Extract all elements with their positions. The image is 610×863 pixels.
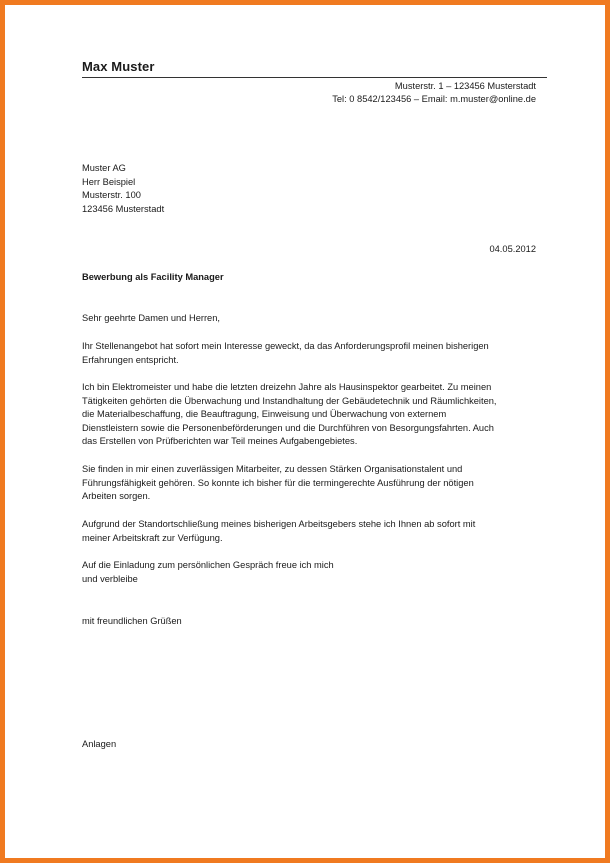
- paragraph-line: meiner Arbeitskraft zur Verfügung.: [82, 532, 223, 543]
- sender-name: Max Muster: [82, 59, 155, 74]
- recipient-line: 123456 Musterstadt: [82, 203, 165, 214]
- paragraph: [82, 463, 550, 504]
- paragraph: [82, 381, 550, 449]
- paragraph-line: das Erstellen von Prüfberichten war Teil meines Aufgabengebietes.: [82, 436, 358, 447]
- recipient-line: Muster AG: [82, 163, 126, 173]
- paragraph-line: Sie finden in mir einen zuverlässigen Mitarbeiter, zu dessen Stärken Organisationstalent und: [82, 464, 463, 474]
- letter-date: 04.05.2012: [489, 244, 536, 254]
- attachments: [82, 738, 550, 752]
- recipient-address: [82, 162, 164, 216]
- sender-contact: Tel: 0 8542/123456 – Email: m.muster@online.de: [332, 94, 536, 104]
- paragraph-line: Ich bin Elektromeister und habe die letzten dreizehn Jahre als Hausinspektor gearbeitet. Zu meinen: [82, 382, 492, 392]
- sender-address: Musterstr. 1 – 123456 Musterstadt: [394, 81, 536, 91]
- paragraph-line: Ihr Stellenangebot hat sofort mein Interesse geweckt, da das Anforderungsprofil meinen bisherigen: [82, 341, 489, 351]
- salutation: [82, 312, 550, 326]
- closing: [82, 615, 550, 629]
- letter-subject: Bewerbung als Facility Manager: [82, 272, 224, 282]
- paragraph-line: Erfahrungen entspricht.: [82, 354, 179, 365]
- salutation-line: Sehr geehrte Damen und Herren,: [82, 313, 220, 323]
- recipient-line: Musterstr. 100: [82, 190, 141, 201]
- paragraph-line: Arbeiten sorgen.: [82, 491, 151, 502]
- paragraph: [82, 518, 550, 545]
- paragraph-line: Dienstleistern sowie die Personenbeförderungen und die Durchführen von Besorgungsfahrten. Auch: [82, 422, 494, 433]
- closing-line: mit freundlichen Grüßen: [82, 616, 182, 626]
- attachments-label: Anlagen: [82, 739, 117, 749]
- paragraph: [82, 340, 550, 367]
- paragraph-line: und verbleibe: [82, 573, 138, 584]
- paragraph-line: die Materialbeschaffung, die Beauftragung, Einweisung und Überwachung von externem: [82, 409, 447, 420]
- paragraph-line: Aufgrund der Standortschließung meines bisherigen Arbeitsgebers stehe ich Ihnen ab sofort mit: [82, 519, 476, 529]
- recipient-line: Herr Beispiel: [82, 176, 136, 187]
- header-divider: [82, 77, 547, 78]
- paragraph-line: Auf die Einladung zum persönlichen Gespräch freue ich mich: [82, 560, 334, 570]
- paragraph: [82, 559, 550, 586]
- paragraph-line: Führungsfähigkeit gehören. So konnte ich bisher für die termingerechte Ausführung der nötigen: [82, 477, 474, 488]
- paragraph-line: Tätigkeiten gehörten die Überwachung und Instandhaltung der Gebäudetechnik und Räumlichkeiten,: [82, 395, 497, 406]
